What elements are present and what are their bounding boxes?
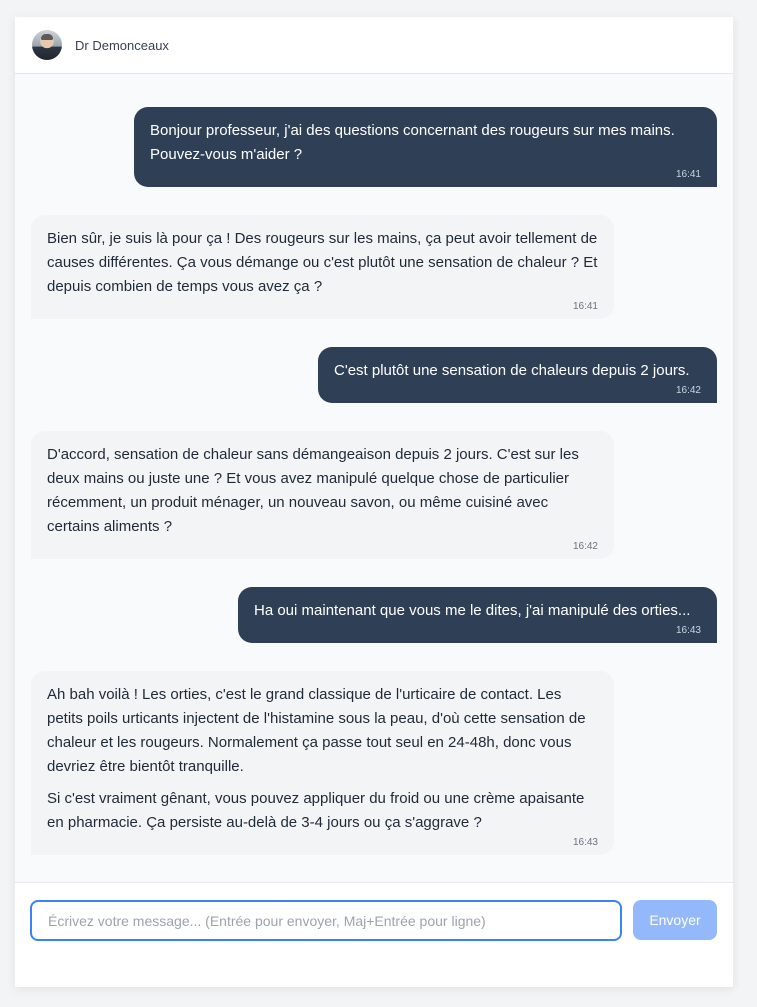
message-user	[318, 347, 717, 403]
doctor-name: Dr Demonceaux	[75, 37, 169, 53]
message-user	[238, 587, 717, 643]
message-text: Bonjour professeur, j'ai des questions concernant des rougeurs sur mes mains. Pouvez-vous m'aider ?	[150, 122, 675, 163]
message-text: Bien sûr, je suis là pour ça ! Des rougeurs sur les mains, ça peut avoir tellement de causes différentes. Ça vous démange ou c'est plutôt une sensation de chaleur ? Et depuis combien de temps vous avez ça ?	[47, 230, 598, 295]
message-list[interactable]	[15, 74, 733, 882]
message-bot	[31, 215, 614, 319]
message-time: 16:42	[572, 541, 598, 552]
message-time: 16:41	[675, 169, 701, 180]
message-time: 16:43	[572, 837, 598, 848]
message-text: C'est plutôt une sensation de chaleurs depuis 2 jours.	[334, 362, 690, 379]
message-bot	[31, 431, 614, 559]
composer	[15, 882, 733, 987]
message-time: 16:42	[675, 385, 701, 396]
message-text: Ah bah voilà ! Les orties, c'est le grand classique de l'urticaire de contact. Les petits poils urticants injectent de l'histamine sous la peau, d'où cette sensation de chaleur et les rougeurs. Normalement ça passe tout seul en 24-48h, donc vous devriez être bientôt tranquille.	[47, 686, 586, 775]
chat-window	[15, 17, 733, 987]
message-text: D'accord, sensation de chaleur sans démangeaison depuis 2 jours. C'est sur les deux mains ou juste une ? Et vous avez manipulé quelque chose de particulier récemment, un produit ménager, un nouveau savon, ou même cuisiné avec certains aliments ?	[47, 446, 579, 535]
message-time: 16:41	[572, 301, 598, 312]
avatar	[32, 30, 62, 60]
chat-header	[15, 17, 733, 74]
message-text: Ha oui maintenant que vous me le dites, j'ai manipulé des orties...	[254, 602, 691, 619]
message-user	[134, 107, 717, 187]
send-button[interactable]: Envoyer	[633, 900, 717, 940]
message-bot	[31, 671, 614, 855]
message-time: 16:43	[675, 625, 701, 636]
message-text: Si c'est vraiment gênant, vous pouvez appliquer du froid ou une crème apaisante en pharmacie. Ça persiste au-delà de 3-4 jours ou ça s'aggrave ?	[47, 790, 585, 831]
message-input[interactable]	[30, 900, 622, 941]
